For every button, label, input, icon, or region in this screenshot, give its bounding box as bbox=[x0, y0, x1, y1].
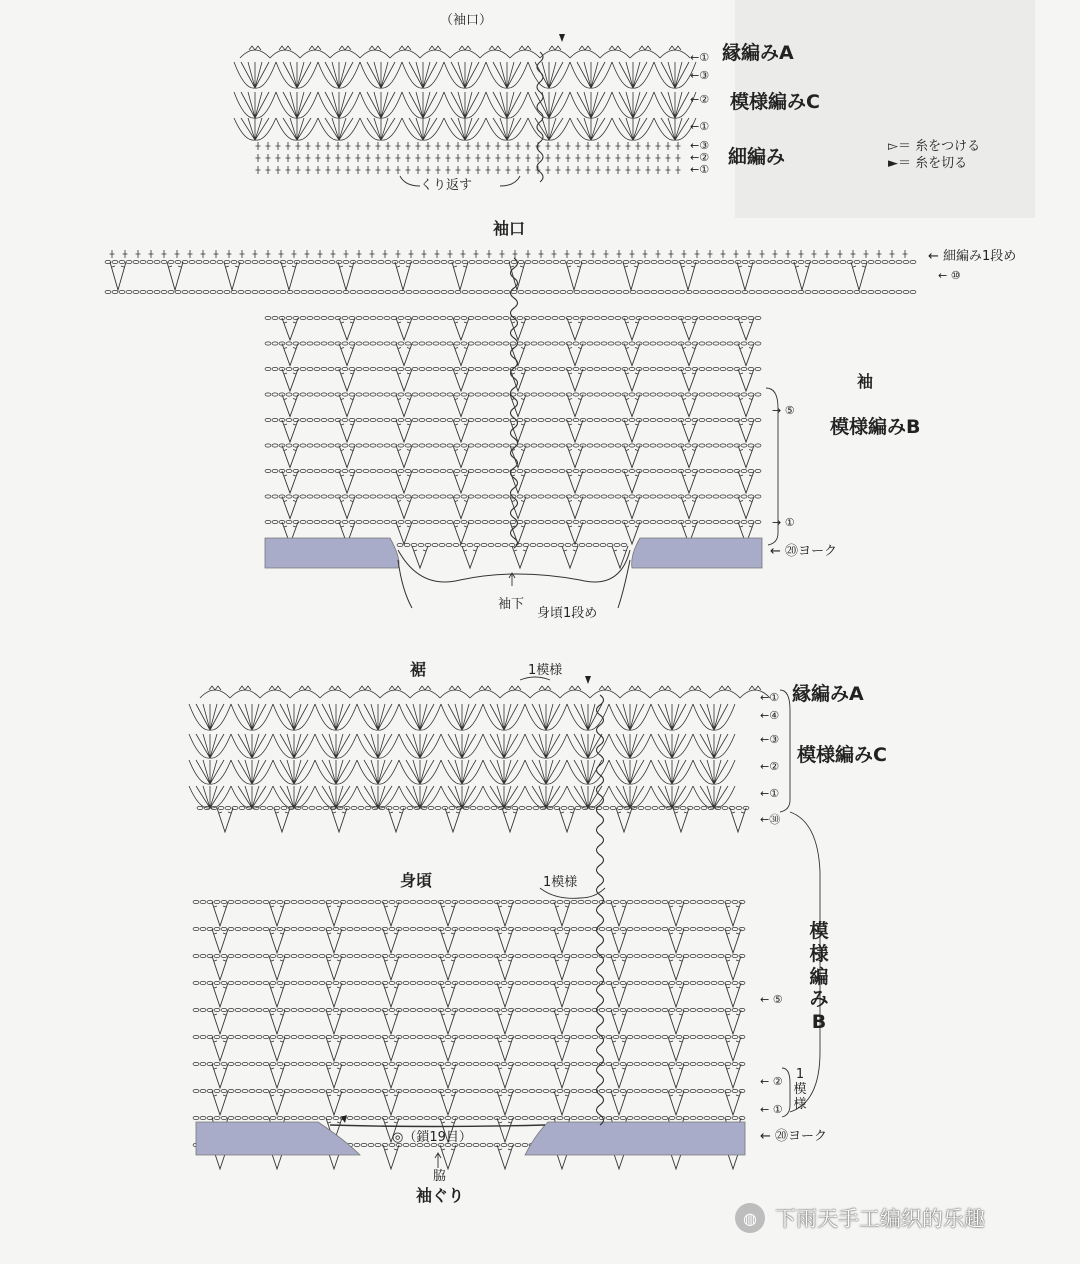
row2-marker-body: ← ② bbox=[760, 1075, 783, 1088]
v-stitch-row bbox=[212, 902, 741, 926]
underarm-arrow bbox=[509, 573, 515, 586]
single-crochet-row bbox=[256, 142, 681, 150]
yoke-block-left bbox=[265, 538, 399, 568]
cuff-paren-label: （袖口） bbox=[440, 13, 493, 28]
v-stitches bbox=[212, 1091, 741, 1115]
row-marker: ←② bbox=[690, 93, 710, 106]
v-stitch-row bbox=[412, 546, 628, 568]
v-stitch-row bbox=[282, 497, 754, 519]
cuff-label: 袖口 bbox=[493, 219, 526, 238]
single-crochet-label: 細編み bbox=[728, 146, 786, 168]
row-marker: ←④ bbox=[760, 709, 780, 722]
repeat-label: くり返す bbox=[420, 178, 473, 193]
v-stitch-row bbox=[282, 344, 754, 366]
chain-row bbox=[193, 1116, 745, 1119]
fan-stitches bbox=[189, 704, 735, 730]
cut-yarn-marker bbox=[585, 676, 591, 684]
chain-row bbox=[193, 981, 745, 984]
chain-row bbox=[193, 900, 745, 903]
fan-stitch-row bbox=[234, 92, 696, 118]
v-stitches bbox=[282, 471, 754, 493]
v-stitch-row bbox=[212, 983, 741, 1007]
row-marker: ←① bbox=[690, 120, 710, 133]
plus-stitches bbox=[256, 154, 681, 162]
vertical-char: 模 bbox=[793, 1081, 807, 1097]
yoke-label: ← ⑳ヨーク bbox=[770, 544, 838, 559]
row1-marker: → ① bbox=[772, 516, 795, 529]
fan-stitches bbox=[234, 118, 696, 140]
yoke-block-left bbox=[196, 1122, 360, 1155]
v-stitch-row bbox=[110, 262, 867, 290]
v-stitches bbox=[282, 446, 754, 468]
underarm-label: 袖下 bbox=[498, 597, 525, 612]
v-stitch-row bbox=[282, 318, 754, 340]
v-stitches bbox=[412, 546, 628, 568]
chain-row bbox=[193, 1062, 745, 1065]
row-marker: ←② bbox=[760, 760, 780, 773]
v-stitches bbox=[282, 395, 754, 417]
sleeve-label: 袖 bbox=[857, 372, 874, 391]
yoke-label-body: ← ⑳ヨーク bbox=[760, 1129, 828, 1144]
row-marker: ←㉚ bbox=[760, 813, 781, 826]
row-marker: ←① bbox=[690, 51, 710, 64]
chain-19 bbox=[330, 1125, 545, 1127]
v-stitches bbox=[282, 344, 754, 366]
body-row1-label: 身頃1段め bbox=[537, 606, 598, 621]
fan-stitch-row bbox=[234, 62, 696, 88]
row-marker: ←③ bbox=[760, 733, 780, 746]
single-crochet-row bbox=[110, 250, 908, 258]
edge-a-label: 縁編みA bbox=[722, 42, 794, 64]
edge-row bbox=[200, 686, 770, 698]
vertical-char: 模 bbox=[809, 920, 829, 942]
watermark-text: 下雨天手工编织的乐趣 bbox=[775, 1207, 985, 1231]
chain-row bbox=[193, 927, 745, 930]
watermark bbox=[735, 1200, 1065, 1236]
fan-stitch-row bbox=[189, 704, 735, 730]
pattern-c-label-body: 模様編みC bbox=[797, 744, 887, 766]
v-stitch-row bbox=[212, 1037, 741, 1061]
single-crochet-row bbox=[256, 154, 681, 162]
row-marker: ←③ bbox=[690, 139, 710, 152]
v-stitches bbox=[212, 902, 741, 926]
v-stitches bbox=[212, 1064, 741, 1088]
v-stitch-row bbox=[282, 395, 754, 417]
one-pattern-label-2: 1模様 bbox=[543, 875, 578, 890]
join-line bbox=[597, 695, 604, 1125]
plus-stitches bbox=[110, 250, 908, 258]
body-chart bbox=[189, 676, 820, 1169]
pattern-c-label: 模様編みC bbox=[730, 91, 820, 113]
v-stitches bbox=[217, 808, 746, 832]
fan-stitch-row bbox=[189, 734, 735, 758]
yoke-block-right bbox=[525, 1122, 745, 1155]
one-pattern-label: 1模様 bbox=[528, 663, 563, 678]
fan-stitch-row bbox=[189, 760, 735, 784]
side-label: 脇 bbox=[433, 1169, 447, 1184]
edge-a-label-body: 縁編みA bbox=[792, 683, 864, 705]
v-stitches bbox=[212, 1010, 741, 1034]
v-stitch-row bbox=[212, 1064, 741, 1088]
one-pattern-brace bbox=[782, 1068, 790, 1117]
row5-marker: → ⑤ bbox=[772, 404, 795, 417]
armhole-label: 袖ぐり bbox=[416, 1186, 465, 1205]
v-stitch-row bbox=[282, 446, 754, 468]
plus-stitches bbox=[256, 142, 681, 150]
chain-label: ◎（鎖19目） bbox=[392, 1130, 472, 1145]
row-marker: ←③ bbox=[690, 69, 710, 82]
v-stitch-row bbox=[212, 1091, 741, 1115]
legend-cut: ►＝ 糸を切る bbox=[888, 156, 968, 171]
cut-yarn-marker bbox=[559, 34, 565, 42]
yoke-block-right bbox=[632, 538, 762, 568]
plus-stitches bbox=[256, 166, 681, 174]
v-stitches bbox=[212, 983, 741, 1007]
hem-label: 裾 bbox=[410, 660, 427, 679]
v-stitch-row bbox=[217, 808, 746, 832]
v-stitches bbox=[110, 262, 867, 290]
chain-row bbox=[193, 1008, 745, 1011]
pattern-c-brace bbox=[780, 690, 790, 812]
fan-stitches bbox=[234, 62, 696, 88]
edge-row bbox=[240, 46, 690, 58]
fan-stitch-row bbox=[189, 786, 735, 808]
vertical-char: B bbox=[811, 1011, 827, 1034]
fan-stitches bbox=[189, 734, 735, 758]
row-marker: ←② bbox=[690, 151, 710, 164]
fan-stitches bbox=[189, 760, 735, 784]
chain-row bbox=[197, 806, 749, 809]
row10-marker: ← ⑩ bbox=[938, 269, 961, 282]
pattern-b-label: 模様編みB bbox=[830, 416, 921, 438]
v-stitches bbox=[282, 497, 754, 519]
v-stitches bbox=[282, 369, 754, 391]
first-row-label: ← 細編み1段め bbox=[928, 249, 1017, 264]
vertical-char: み bbox=[809, 988, 829, 1011]
vertical-char: 編 bbox=[809, 965, 829, 988]
fan-stitches bbox=[189, 786, 735, 808]
row-marker: ←① bbox=[760, 787, 780, 800]
join-line bbox=[537, 52, 543, 182]
vertical-char: 様 bbox=[793, 1096, 807, 1112]
v-stitches bbox=[212, 929, 741, 953]
one-pattern-vertical-label bbox=[793, 1068, 807, 1113]
row5-marker-body: ← ⑤ bbox=[760, 993, 783, 1006]
v-stitches bbox=[282, 318, 754, 340]
legend-attach: ▻＝ 糸をつける bbox=[888, 139, 981, 154]
v-stitches bbox=[212, 1037, 741, 1061]
v-stitches bbox=[212, 956, 741, 980]
v-stitch-row bbox=[212, 1010, 741, 1034]
chain-row bbox=[193, 1089, 745, 1092]
v-stitch-row bbox=[212, 929, 741, 953]
v-stitch-row bbox=[212, 956, 741, 980]
chain-row bbox=[193, 954, 745, 957]
row-marker: ←① bbox=[760, 691, 780, 704]
fan-stitches bbox=[234, 92, 696, 118]
row-marker: ←① bbox=[690, 163, 710, 176]
edge-picots bbox=[200, 686, 770, 698]
fan-stitch-row bbox=[234, 118, 696, 140]
single-crochet-row bbox=[256, 166, 681, 174]
vertical-char: 様 bbox=[809, 942, 829, 965]
row1-marker-body: ← ① bbox=[760, 1103, 783, 1116]
body-label: 身頃 bbox=[400, 871, 433, 890]
side-arrow bbox=[435, 1153, 441, 1168]
edge-picots bbox=[240, 46, 690, 58]
v-stitch-row bbox=[282, 369, 754, 391]
chain-row bbox=[193, 1035, 745, 1038]
wechat-icon: ◍ bbox=[735, 1203, 765, 1233]
v-stitch-row bbox=[282, 471, 754, 493]
pattern-b-vertical-label bbox=[808, 920, 830, 1034]
vertical-char: 1 bbox=[795, 1067, 805, 1082]
join-line bbox=[511, 258, 518, 548]
